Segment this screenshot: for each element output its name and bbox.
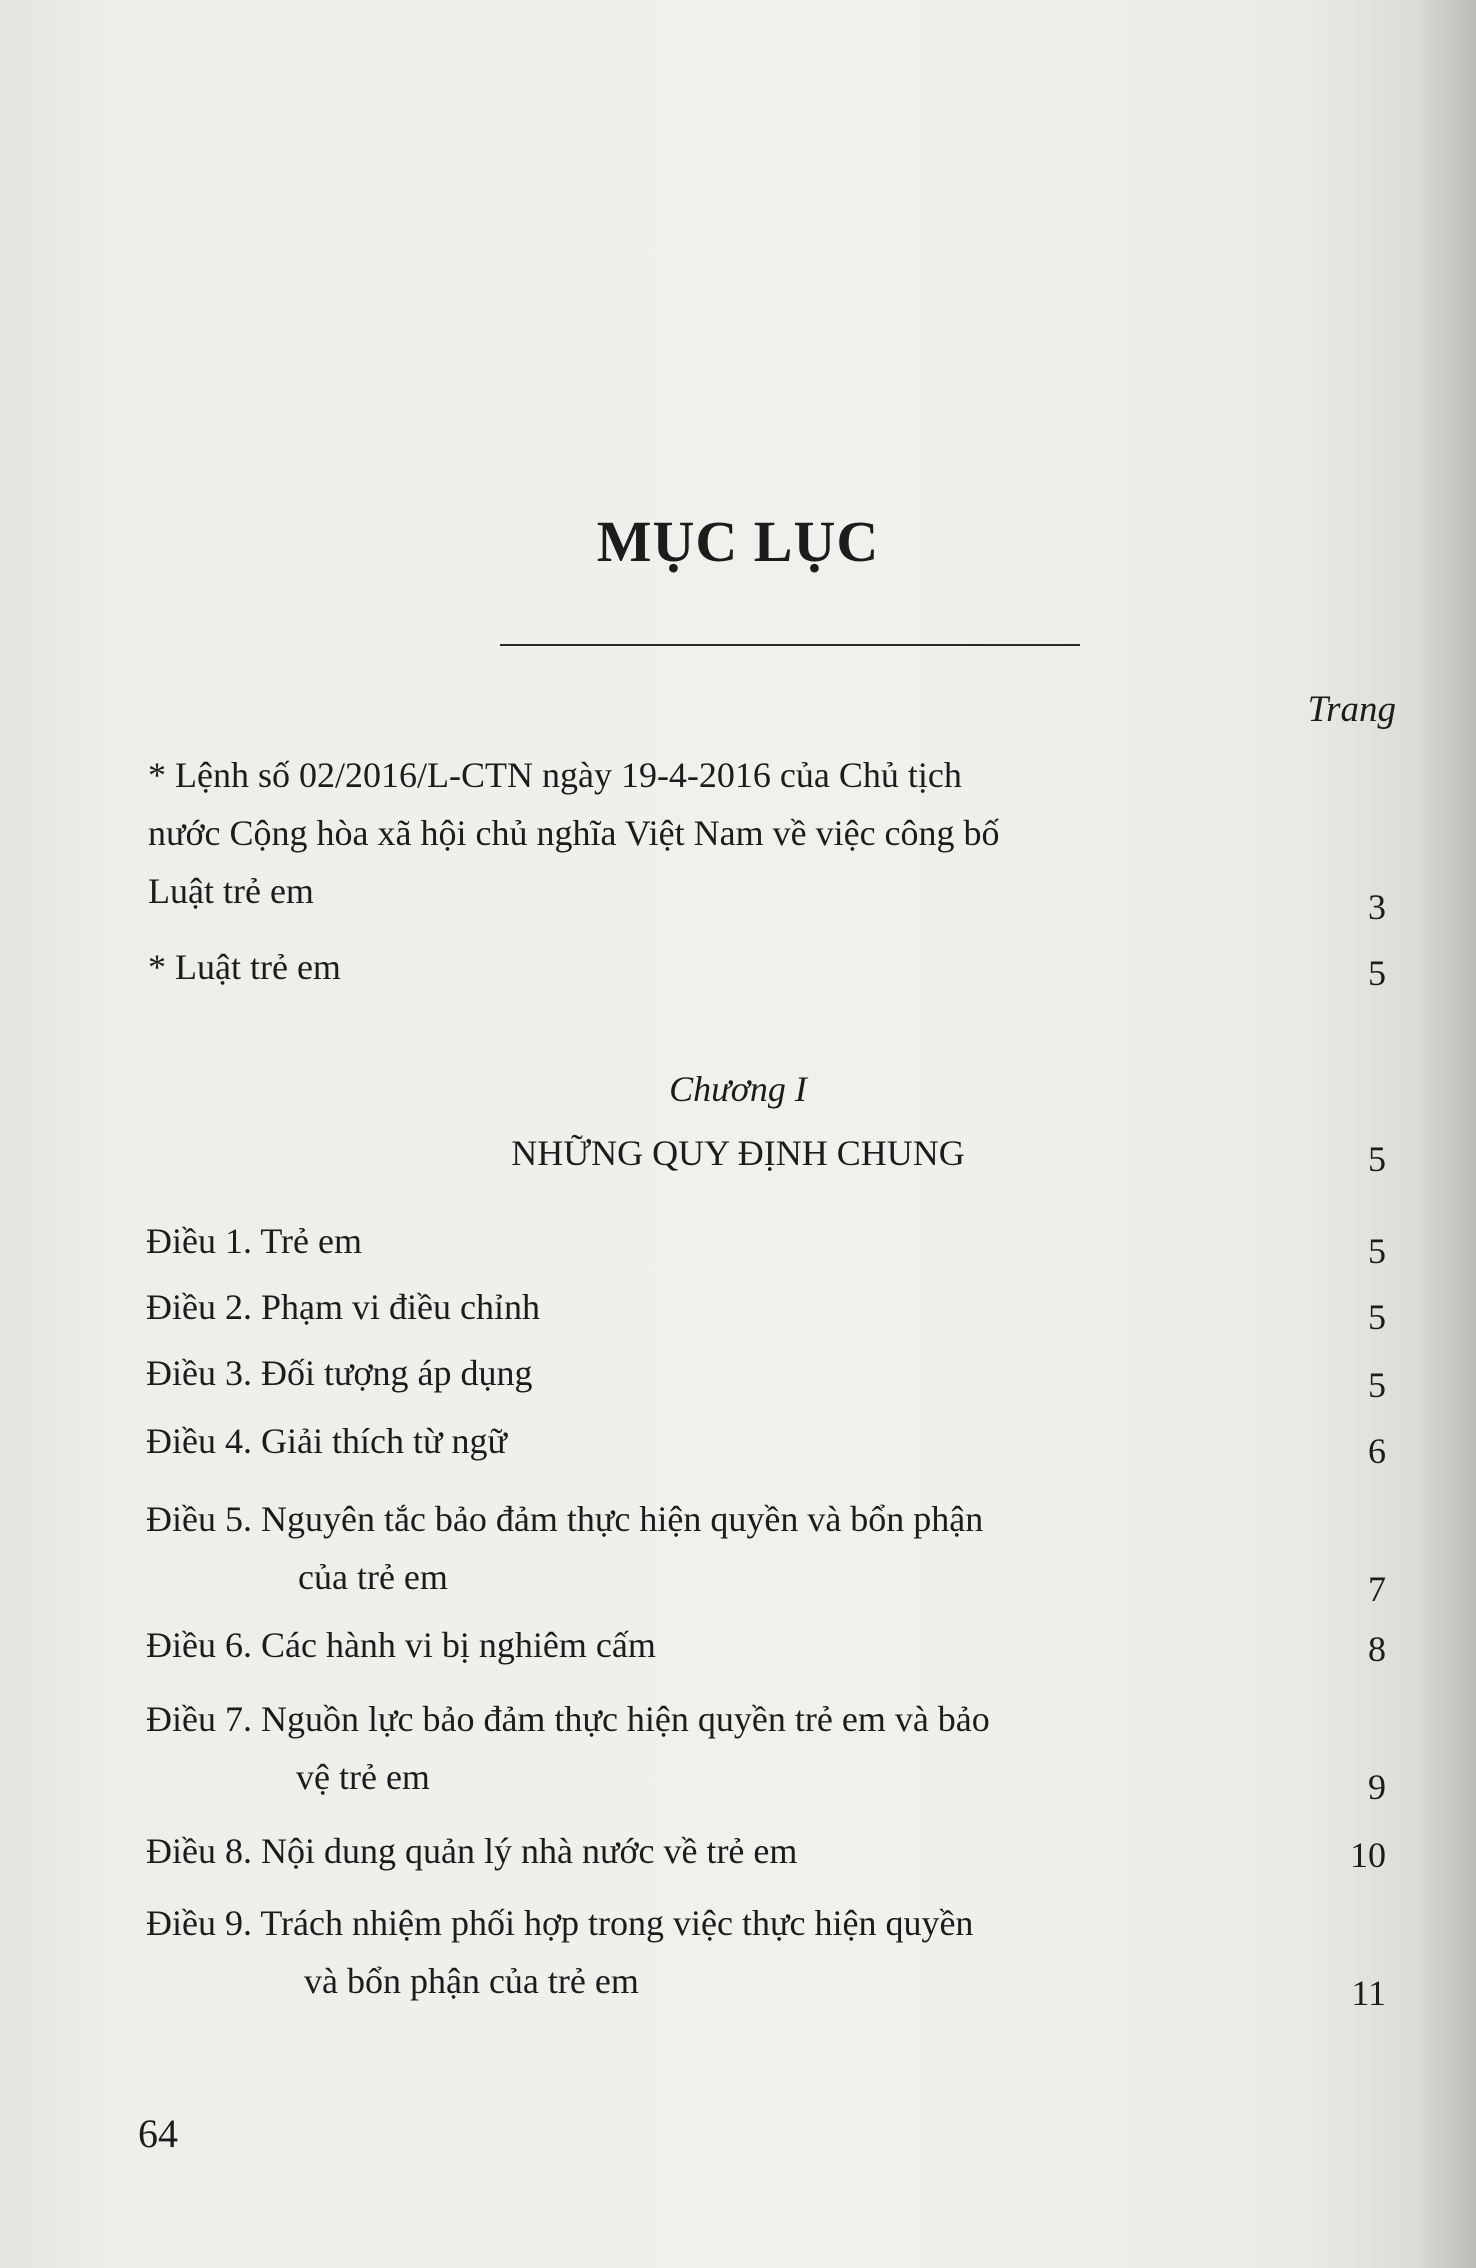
toc-article-page: 9: [1368, 1767, 1386, 1807]
chapter-page: 5: [1368, 1139, 1386, 1179]
toc-article-page: 5: [1368, 1297, 1386, 1337]
toc-article: [146, 1212, 362, 1270]
toc-article-line: Điều 1. Trẻ em: [146, 1221, 362, 1261]
toc-article-line: Điều 7. Nguồn lực bảo đảm thực hiện quyền trẻ em và bảo: [146, 1699, 990, 1739]
toc-article-line: vệ trẻ em: [296, 1757, 430, 1797]
toc-entry-order: [148, 746, 1000, 920]
page-number: 64: [138, 2111, 178, 2156]
toc-entry-page: 3: [1368, 887, 1386, 927]
toc-article: [146, 1894, 973, 2010]
toc-article-line: Điều 5. Nguyên tắc bảo đảm thực hiện quyền và bổn phận: [146, 1499, 984, 1539]
toc-article-line: Điều 2. Phạm vi điều chỉnh: [146, 1287, 540, 1327]
bleed-through-text: [120, 170, 1380, 434]
toc-article-line: Điều 6. Các hành vi bị nghiêm cấm: [146, 1625, 656, 1665]
toc-article-page: 5: [1368, 1365, 1386, 1405]
toc-article: [146, 1822, 797, 1880]
toc-article-page: 10: [1350, 1835, 1386, 1875]
toc-entry-line: * Lệnh số 02/2016/L-CTN ngày 19-4-2016 của Chủ tịch: [148, 755, 962, 795]
toc-article-line: Điều 8. Nội dung quản lý nhà nước về trẻ em: [146, 1831, 798, 1871]
toc-article-page: 7: [1368, 1569, 1386, 1609]
page-column-label: Trang: [1307, 689, 1396, 730]
toc-article-page: 5: [1368, 1231, 1386, 1271]
toc-article: [146, 1278, 540, 1336]
toc-article-line: Điều 3. Đối tượng áp dụng: [146, 1353, 533, 1393]
toc-article: [146, 1490, 983, 1606]
toc-entry-law: [148, 938, 341, 996]
toc-entry-line: Luật trẻ em: [148, 871, 314, 911]
toc-article-page: 11: [1351, 1973, 1386, 2013]
toc-entry-page: 5: [1368, 953, 1386, 993]
toc-article-line: Điều 4. Giải thích từ ngữ: [146, 1421, 507, 1461]
toc-article-line: và bổn phận của trẻ em: [304, 1961, 639, 2001]
page-title: MỤC LỤC: [596, 509, 880, 574]
toc-article-page: 6: [1368, 1431, 1386, 1471]
toc-article: [146, 1344, 533, 1402]
toc-article-line: của trẻ em: [298, 1557, 448, 1597]
title-underline: [500, 644, 1080, 646]
toc-entry-line: nước Cộng hòa xã hội chủ nghĩa Việt Nam về việc công bố: [148, 813, 1000, 853]
toc-entry-line: * Luật trẻ em: [148, 947, 341, 987]
toc-article: [146, 1690, 990, 1806]
toc-article: [146, 1616, 656, 1674]
toc-article-page: 8: [1368, 1629, 1386, 1669]
chapter-label: Chương I: [669, 1069, 807, 1109]
toc-article: [146, 1412, 507, 1470]
chapter-title: NHỮNG QUY ĐỊNH CHUNG: [511, 1133, 965, 1173]
toc-article-line: Điều 9. Trách nhiệm phối hợp trong việc thực hiện quyền: [146, 1903, 974, 1943]
